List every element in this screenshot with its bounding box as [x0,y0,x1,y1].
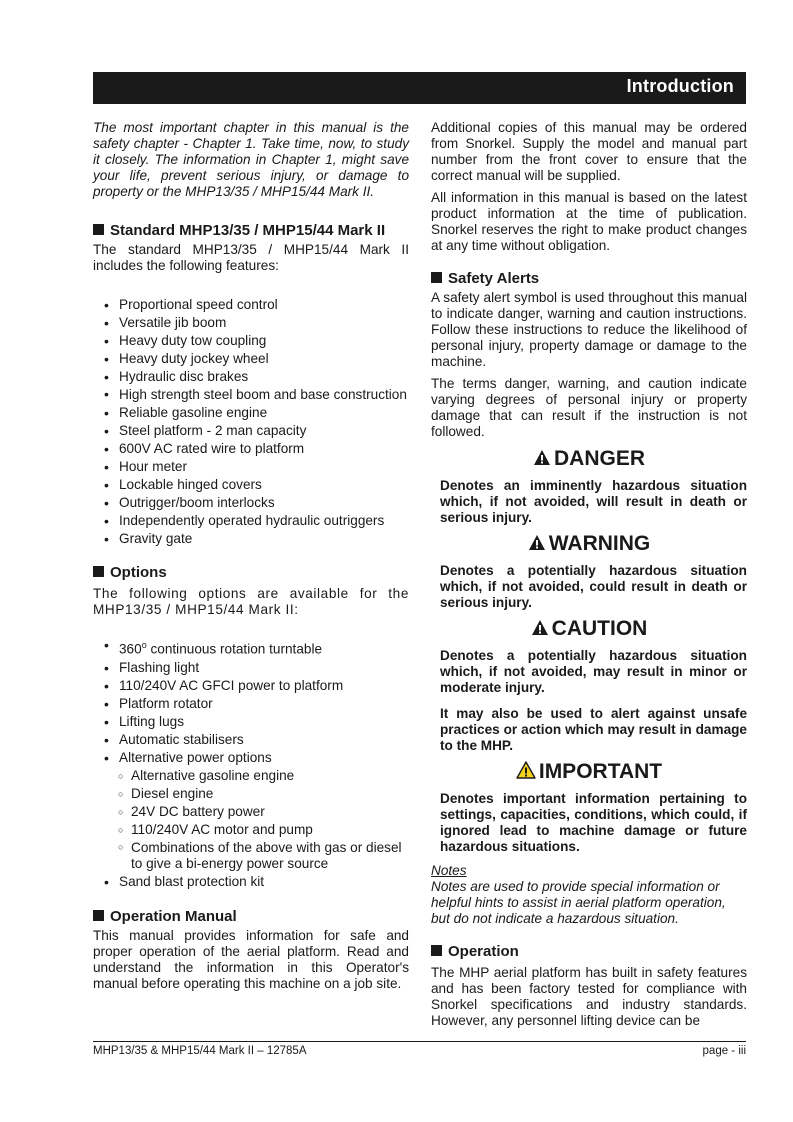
square-bullet-icon [431,272,442,283]
important-triangle-icon [516,760,536,786]
operation-heading-text: Operation [448,943,519,960]
standard-intro: The standard MHP13/35 / MHP15/44 Mark II includes the following features: [93,242,409,273]
list-item: • Versatile jib boom [93,314,409,332]
rotation-text: continuous rotation turntable [146,641,323,657]
sub-list-item: ○ Diesel engine [93,785,409,803]
warning-triangle-icon [531,617,549,643]
options-intro: The following options are available for the MHP13/35 / MHP15/44 Mark II: [93,586,409,617]
list-item: • Gravity gate [93,530,409,548]
notes-label: Notes [431,863,467,878]
warning-triangle-icon [533,447,551,473]
standard-features-list [93,296,409,548]
list-item: • Hydraulic disc brakes [93,368,409,386]
operation-manual-text: This manual provides information for safe and proper operation of the aerial platform. Read and understand the information in this Operator's manual before operating this machine on a job site. [93,927,409,991]
list-item: • Proportional speed control [93,296,409,314]
sub-list-item: ○ Combinations of the above with gas or diesel to give a bi-energy power source [93,839,409,873]
sub-list-item: ○ 24V DC battery power [93,803,409,821]
degree-superscript: o [141,640,147,650]
list-item: • Platform rotator [93,695,409,713]
warning-triangle-icon [528,532,546,558]
safety-alerts-text-2: The terms danger, warning, and caution indicate varying degrees of personal injury or property damage that can result if the instruction is not followed. [431,376,747,439]
caution-text: Denotes a potentially hazardous situation which, if not avoided, may result in minor or moderate injury. [440,648,747,695]
list-item: • Heavy duty tow coupling [93,332,409,350]
list-item [93,636,409,659]
caution-title [431,616,747,643]
list-item: • Automatic stabilisers [93,731,409,749]
warning-text: Denotes a potentially hazardous situation which, if not avoided, could result in death or serious injury. [440,563,747,610]
square-bullet-icon [431,945,442,956]
options-list [93,636,409,767]
copies-paragraph: Additional copies of this manual may be ordered from Snorkel. Supply the model and manual part number from the front cover to ensure that the correct manual will be supplied. [431,120,747,183]
list-item: • 110/240V AC GFCI power to platform [93,677,409,695]
header-bar [93,72,746,104]
sub-list-item: ○ 110/240V AC motor and pump [93,821,409,839]
list-item: • High strength steel boom and base construction [93,386,409,404]
operation-manual-heading-text: Operation Manual [110,907,237,925]
power-options-sublist [93,767,409,873]
danger-text: Denotes an imminently hazardous situation which, if not avoided, will result in death or serious injury. [440,478,747,525]
warning-label: WARNING [548,532,651,555]
list-item: • 600V AC rated wire to platform [93,440,409,458]
list-item: • Alternative power options [93,749,409,767]
info-paragraph: All information in this manual is based on the latest product information at the time of publication. Snorkel reserves the right to make product changes at any time without obligation. [431,190,747,253]
list-item: • Lifting lugs [93,713,409,731]
footer-divider [93,1041,746,1042]
footer-page-number: page - iii [702,1045,746,1057]
options-heading [93,564,409,582]
standard-heading [93,222,409,240]
caution-label: CAUTION [551,617,648,640]
footer-document-id: MHP13/35 & MHP15/44 Mark II – 12785A [93,1045,307,1057]
list-item: • Lockable hinged covers [93,476,409,494]
rotation-degree: 360 [119,641,142,657]
important-title [431,759,747,786]
square-bullet-icon [93,566,104,577]
important-label: IMPORTANT [538,760,663,783]
list-item: • Hour meter [93,458,409,476]
square-bullet-icon [93,910,104,921]
page-title: Introduction [626,76,734,96]
list-item: • Flashing light [93,659,409,677]
caution-text-2: It may also be used to alert against unsafe practices or action which may result in damage to the MHP. [440,706,747,753]
intro-paragraph: The most important chapter in this manual is the safety chapter - Chapter 1. Take time, now, to study it closely. The information in Chapter 1, might save your life, prevent serious injury, or damage to property or the MHP13/35 / MHP15/44 Mark II. [93,120,409,199]
square-bullet-icon [93,224,104,235]
list-item: • Sand blast protection kit [93,873,409,891]
danger-label: DANGER [553,447,645,470]
operation-text: The MHP aerial platform has built in safety features and has been factory tested for compliance with Snorkel specifications and industry standards. However, any personnel lifting device can be [431,965,747,1028]
list-item: • Outrigger/boom interlocks [93,494,409,512]
options-heading-text: Options [110,564,167,581]
important-text: Denotes important information pertaining to settings, capacities, conditions, which could, if ignored lead to machine damage or future hazardous situations. [440,791,747,854]
list-item: • Independently operated hydraulic outriggers [93,512,409,530]
warning-title [431,531,747,558]
options-list-end [93,873,409,891]
safety-alerts-text: A safety alert symbol is used throughout this manual to indicate danger, warning and caution instructions. Follow these instructions to reduce the likelihood of personal injury, property damage or damage to the machine. [431,290,747,369]
standard-heading-text: Standard MHP13/35 / MHP15/44 Mark II [110,222,386,239]
safety-alerts-heading-text: Safety Alerts [448,270,540,287]
right-column [431,120,747,1029]
operation-manual-heading [93,908,409,926]
list-item: • Heavy duty jockey wheel [93,350,409,368]
left-column [93,120,409,992]
operation-heading [431,943,747,961]
list-item: • Steel platform - 2 man capacity [93,422,409,440]
sub-list-item: ○ Alternative gasoline engine [93,767,409,785]
danger-title [431,446,747,473]
notes-text: Notes are used to provide special information or helpful hints to assist in aerial platform operation, but do not indicate a hazardous situation. [431,879,726,926]
safety-alerts-heading [431,270,747,288]
list-item: • Reliable gasoline engine [93,404,409,422]
